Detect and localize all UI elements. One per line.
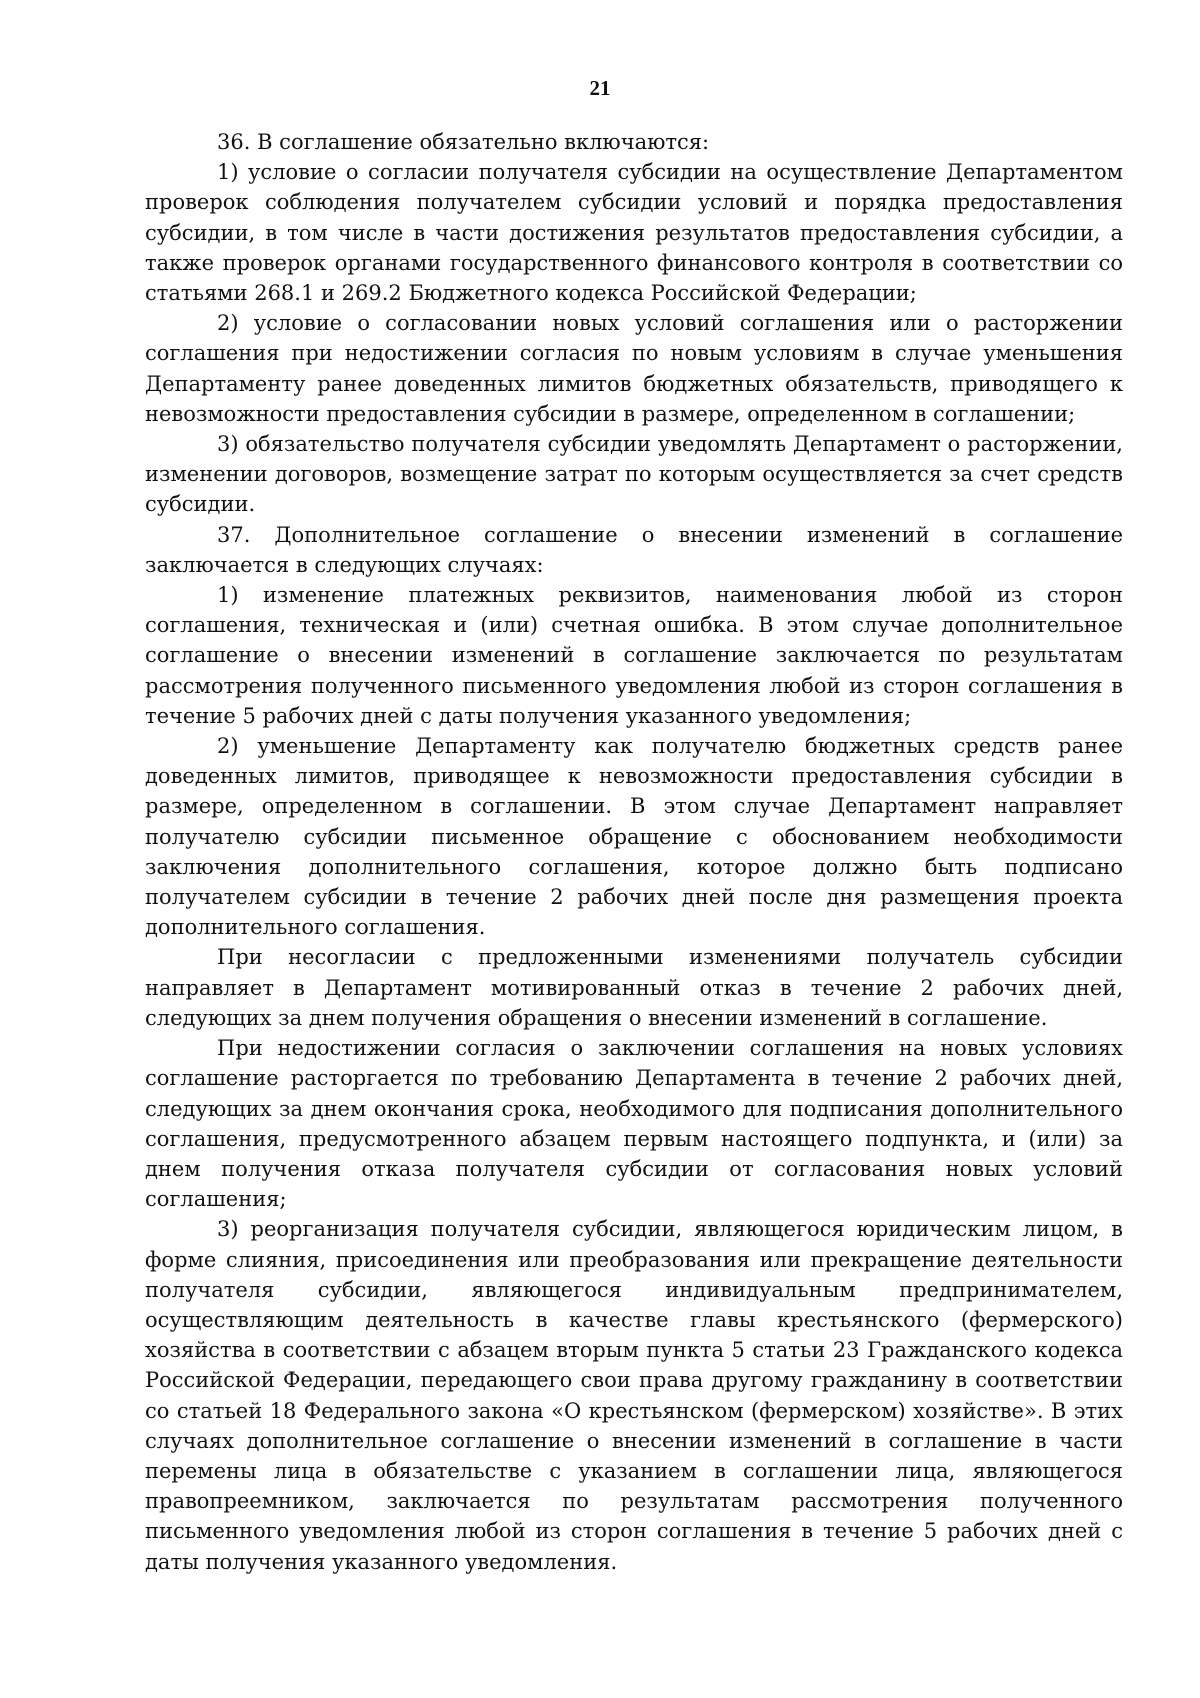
paragraph-36-item-2: 2) условие о согласовании новых условий соглашения или о расторжении соглашения при недостижении согласия по новым условиям в случае уменьшения Департаменту ранее доведенных лимитов бюджетных обязательств, приводящего к невозможности предоставления субсидии в размере, определенном в соглашении; [145, 311, 1123, 426]
paragraph-37-item-1: 1) изменение платежных реквизитов, наименования любой из сторон соглашения, техническая и (или) счетная ошибка. В этом случае дополнительное соглашение о внесении изменений в соглашение заключается по результатам рассмотрения полученного письменного уведомления любой из сторон соглашения в течение 5 рабочих дней с даты получения указанного уведомления; [145, 583, 1123, 728]
paragraph-36-header: 36. В соглашение обязательно включаются: [217, 130, 710, 154]
paragraph-36-item-3: 3) обязательство получателя субсидии уведомлять Департамент о расторжении, изменении договоров, возмещение затрат по которым осуществляется за счет средств субсидии. [145, 432, 1123, 517]
document-body [145, 127, 1123, 1577]
paragraph-37-header: 37. Дополнительное соглашение о внесении изменений в соглашение заключается в следующих случаях: [145, 522, 1123, 577]
paragraph-37-item-2-disagreement: При несогласии с предложенными изменениями получатель субсидии направляет в Департамент мотивированный отказ в течение 2 рабочих дней, следующих за днем получения обращения о внесении изменений в соглашение. [145, 945, 1123, 1030]
paragraph-37-item-2-termination: При недостижении согласия о заключении соглашения на новых условиях соглашение расторгается по требованию Департамента в течение 2 рабочих дней, следующих за днем окончания срока, необходимого для подписания дополнительного соглашения, предусмотренного абзацем первым настоящего подпункта, и (или) за днем получения отказа получателя субсидии от согласования новых условий соглашения; [145, 1036, 1123, 1212]
paragraph-37-item-2: 2) уменьшение Департаменту как получателю бюджетных средств ранее доведенных лимитов, приводящее к невозможности предоставления субсидии в размере, определенном в соглашении. В этом случае Департамент направляет получателю субсидии письменное обращение с обоснованием необходимости заключения дополнительного соглашения, которое должно быть подписано получателем субсидии в течение 2 рабочих дней после дня размещения проекта дополнительного соглашения. [145, 734, 1123, 940]
paragraph-36-item-1: 1) условие о согласии получателя субсидии на осуществление Департаментом проверок соблюдения получателем субсидии условий и порядка предоставления субсидии, в том числе в части достижения результатов предоставления субсидии, а также проверок органами государственного финансового контроля в соответствии со статьями 268.1 и 269.2 Бюджетного кодекса Российской Федерации; [145, 160, 1123, 306]
page-number: 21 [589, 76, 611, 100]
paragraph-37-item-3: 3) реорганизация получателя субсидии, являющегося юридическим лицом, в форме слияния, присоединения или преобразования или прекращение деятельности получателя субсидии, являющегося индивидуальным предпринимателем, осуществляющим деятельность в качестве главы крестьянского (фермерского) хозяйства в соответствии с абзацем вторым пункта 5 статьи 23 Гражданского кодекса Российской Федерации, передающего свои права другому гражданину в соответствии со статьей 18 Федерального закона «О крестьянском (фермерском) хозяйстве». В этих случаях дополнительное соглашение о внесении изменений в соглашение в части перемены лица в обязательстве с указанием в соглашении лица, являющегося правопреемником, заключается по результатам рассмотрения полученного письменного уведомления любой из сторон соглашения в течение 5 рабочих дней с даты получения указанного уведомления. [145, 1217, 1123, 1574]
